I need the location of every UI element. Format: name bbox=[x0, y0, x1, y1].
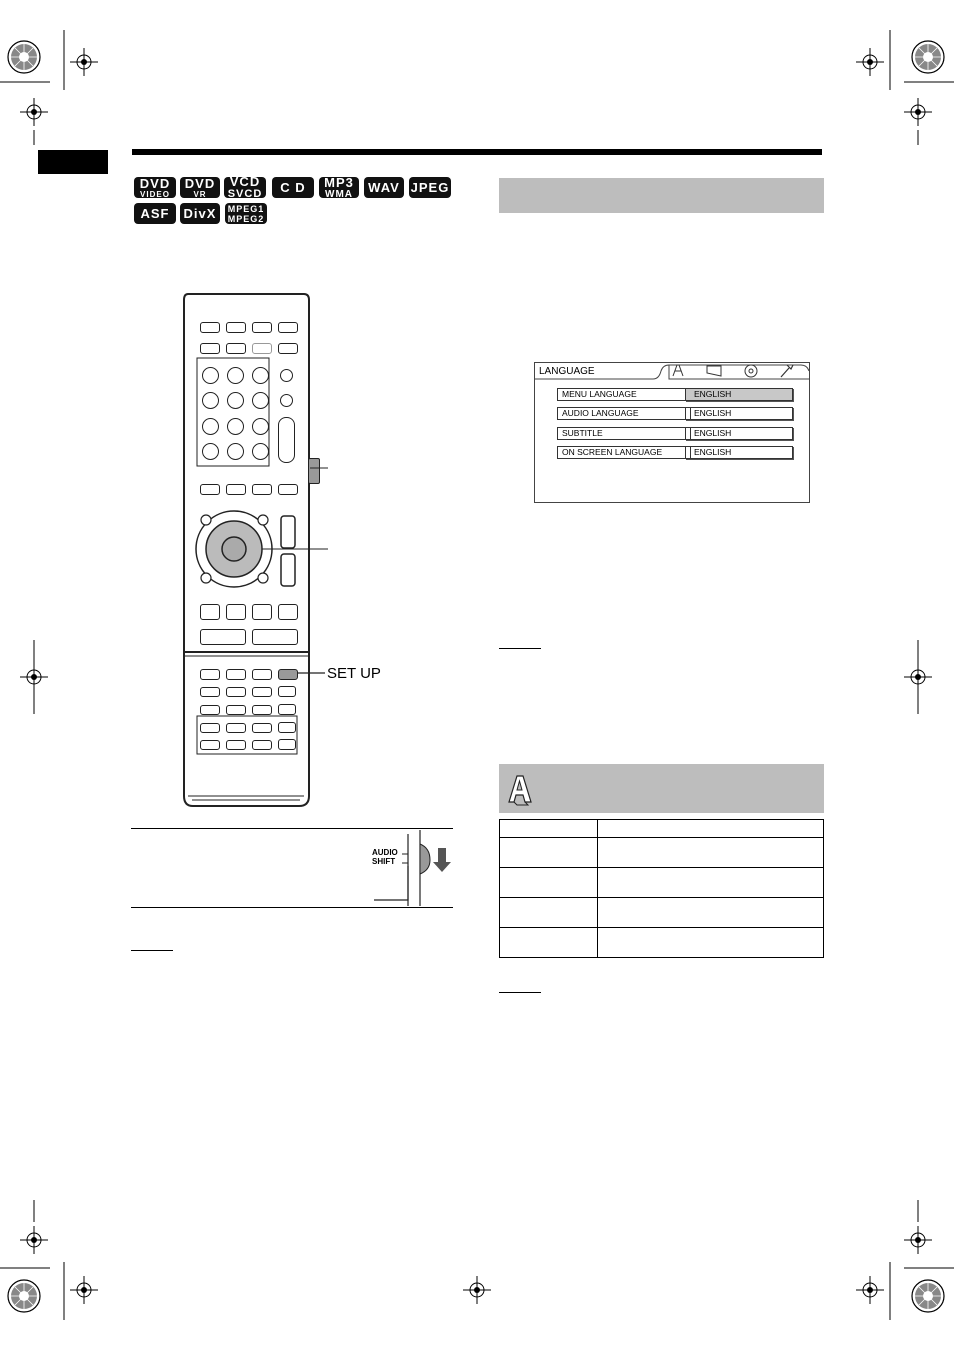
badge-dvd-video: DVD VIDEO bbox=[134, 177, 176, 198]
badge-vcd-svcd: VCD SVCD bbox=[224, 177, 266, 198]
osd-row-label: ON SCREEN LANGUAGE bbox=[557, 446, 691, 459]
osd-row-label: SUBTITLE bbox=[557, 427, 691, 440]
badge-cd: C D bbox=[272, 177, 314, 198]
osd-row-value[interactable]: ENGLISH bbox=[685, 388, 793, 401]
badge-wav: WAV bbox=[364, 177, 404, 198]
badge-divx: DivX bbox=[180, 203, 220, 224]
osd-row-value[interactable]: ENGLISH bbox=[685, 427, 793, 440]
shift-label: SHIFT bbox=[372, 857, 396, 866]
badge-mpeg: MPEG1 MPEG2 bbox=[225, 203, 267, 224]
setup-callout-label: SET UP bbox=[327, 665, 381, 682]
badge-mp3-wma: MP3 WMA bbox=[319, 177, 359, 198]
osd-row-label: AUDIO LANGUAGE bbox=[557, 407, 691, 420]
badge-jpeg: JPEG bbox=[409, 177, 451, 198]
badge-asf: ASF bbox=[134, 203, 176, 224]
osd-title: LANGUAGE bbox=[539, 366, 595, 377]
audio-label: AUDIO bbox=[372, 848, 398, 857]
badge-dvd-vr: DVD VR bbox=[180, 177, 220, 198]
osd-row-value[interactable]: ENGLISH bbox=[685, 446, 793, 459]
osd-row-value[interactable]: ENGLISH bbox=[685, 407, 793, 420]
osd-row-label: MENU LANGUAGE bbox=[557, 388, 691, 401]
